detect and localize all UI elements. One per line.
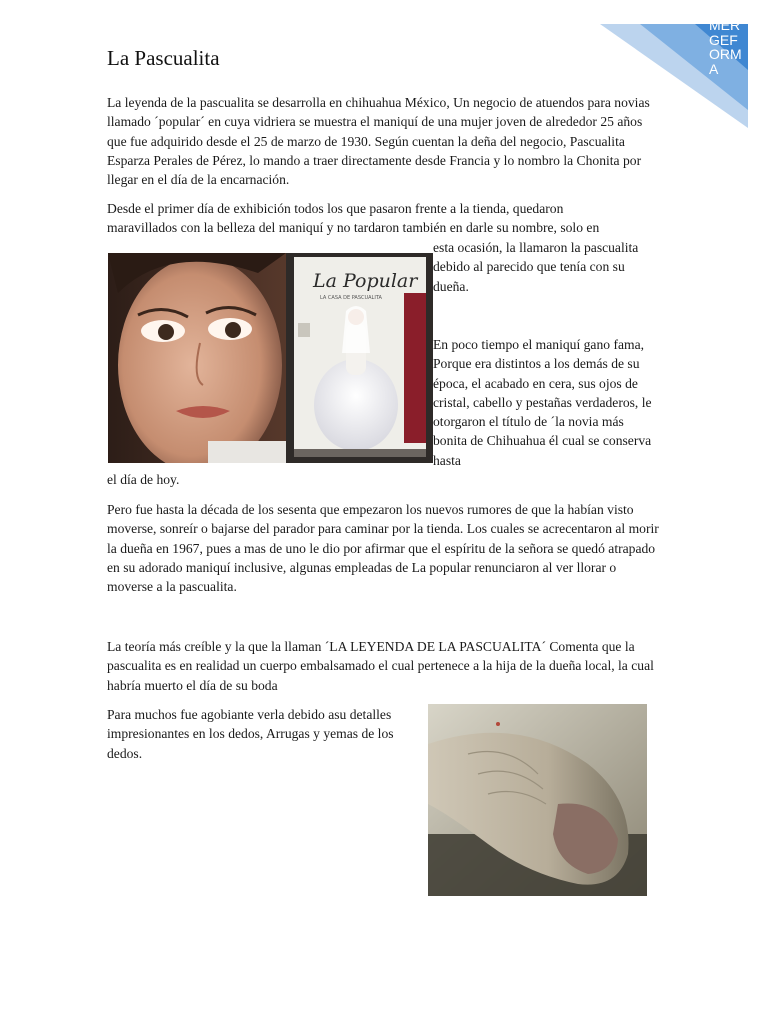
paragraph-theory: La teoría más creíble y la que la llaman ´LA LEYENDA DE LA PASCUALITA´ Comenta que la pascualita es en realidad un cuerpo embalsamado el cual pertenece a la hija de la dueña local, la cual habría muerto el día de su boda xyxy=(107,639,654,693)
mergeformat-field-code: MERGEFORMA xyxy=(709,17,742,77)
storefront-subsign: LA CASA DE PASCUALITA xyxy=(320,295,382,301)
document-title: La Pascualita xyxy=(107,46,220,70)
paragraph-intro: La leyenda de la pascualita se desarrolla en chihuahua México, Un negocio de atuendos para novias llamado ´popular´ en cuya vidriera se muestra el maniquí de una mujer joven de alrededor 25 años que fue adquirido desde el 25 de marzo de 1930. Según cuentan la deña del negocio, Pascualita Esparza Perales de Pérez, lo mando a traer directamente desde Francia y lo nombro la Chonita por llegar en el día de la encarnación. xyxy=(107,95,650,188)
mannequin-face xyxy=(118,257,282,463)
storefront-sign: La Popular xyxy=(313,270,418,292)
paragraph-exhibition-line1: Desde el primer día de exhibición todos los que pasaron frente a la tienda, quedaron xyxy=(107,201,564,216)
mannequin-photo xyxy=(108,253,433,463)
paragraph-fame: En poco tiempo el maniquí gano fama, Porque era distintos a los demás de su época, el acabado en cera, sus ojos de cristal, cabello y pestañas verdaderos, le otorgaron el título de ´la novia más bonita de Chihuahua él cual se conserva hasta xyxy=(433,337,652,468)
paragraph-exhibition-wrap: esta ocasión, la llamaron la pascualita debido al parecido que tenía con su dueña. xyxy=(433,240,639,294)
paragraph-exhibition-line2: maravillados con la belleza del maniquí y no tardaron también en darle su nombre, solo en xyxy=(107,220,600,235)
finger-photo xyxy=(428,704,647,896)
paragraph-rumors: Pero fue hasta la década de los sesenta que empezaron los nuevos rumores de que la habían visto moverse, sonreír o bajarse del parador para caminar por la tienda. Los cuales se acrecentaron al morir la dueña en 1967, pues a mas de uno le dio por afirmar que el espíritu de la señora se quedó atrapado en su adorado maniquí inclusive, algunas empleadas de La popular renunciaron al ver llorar o moverse a la pascualita. xyxy=(107,502,659,595)
paragraph-fame-tail: el día de hoy. xyxy=(107,472,180,487)
paragraph-fingers: Para muchos fue agobiante verla debido asu detalles impresionantes en los dedos, Arrugas y yemas de los dedos. xyxy=(107,707,394,761)
